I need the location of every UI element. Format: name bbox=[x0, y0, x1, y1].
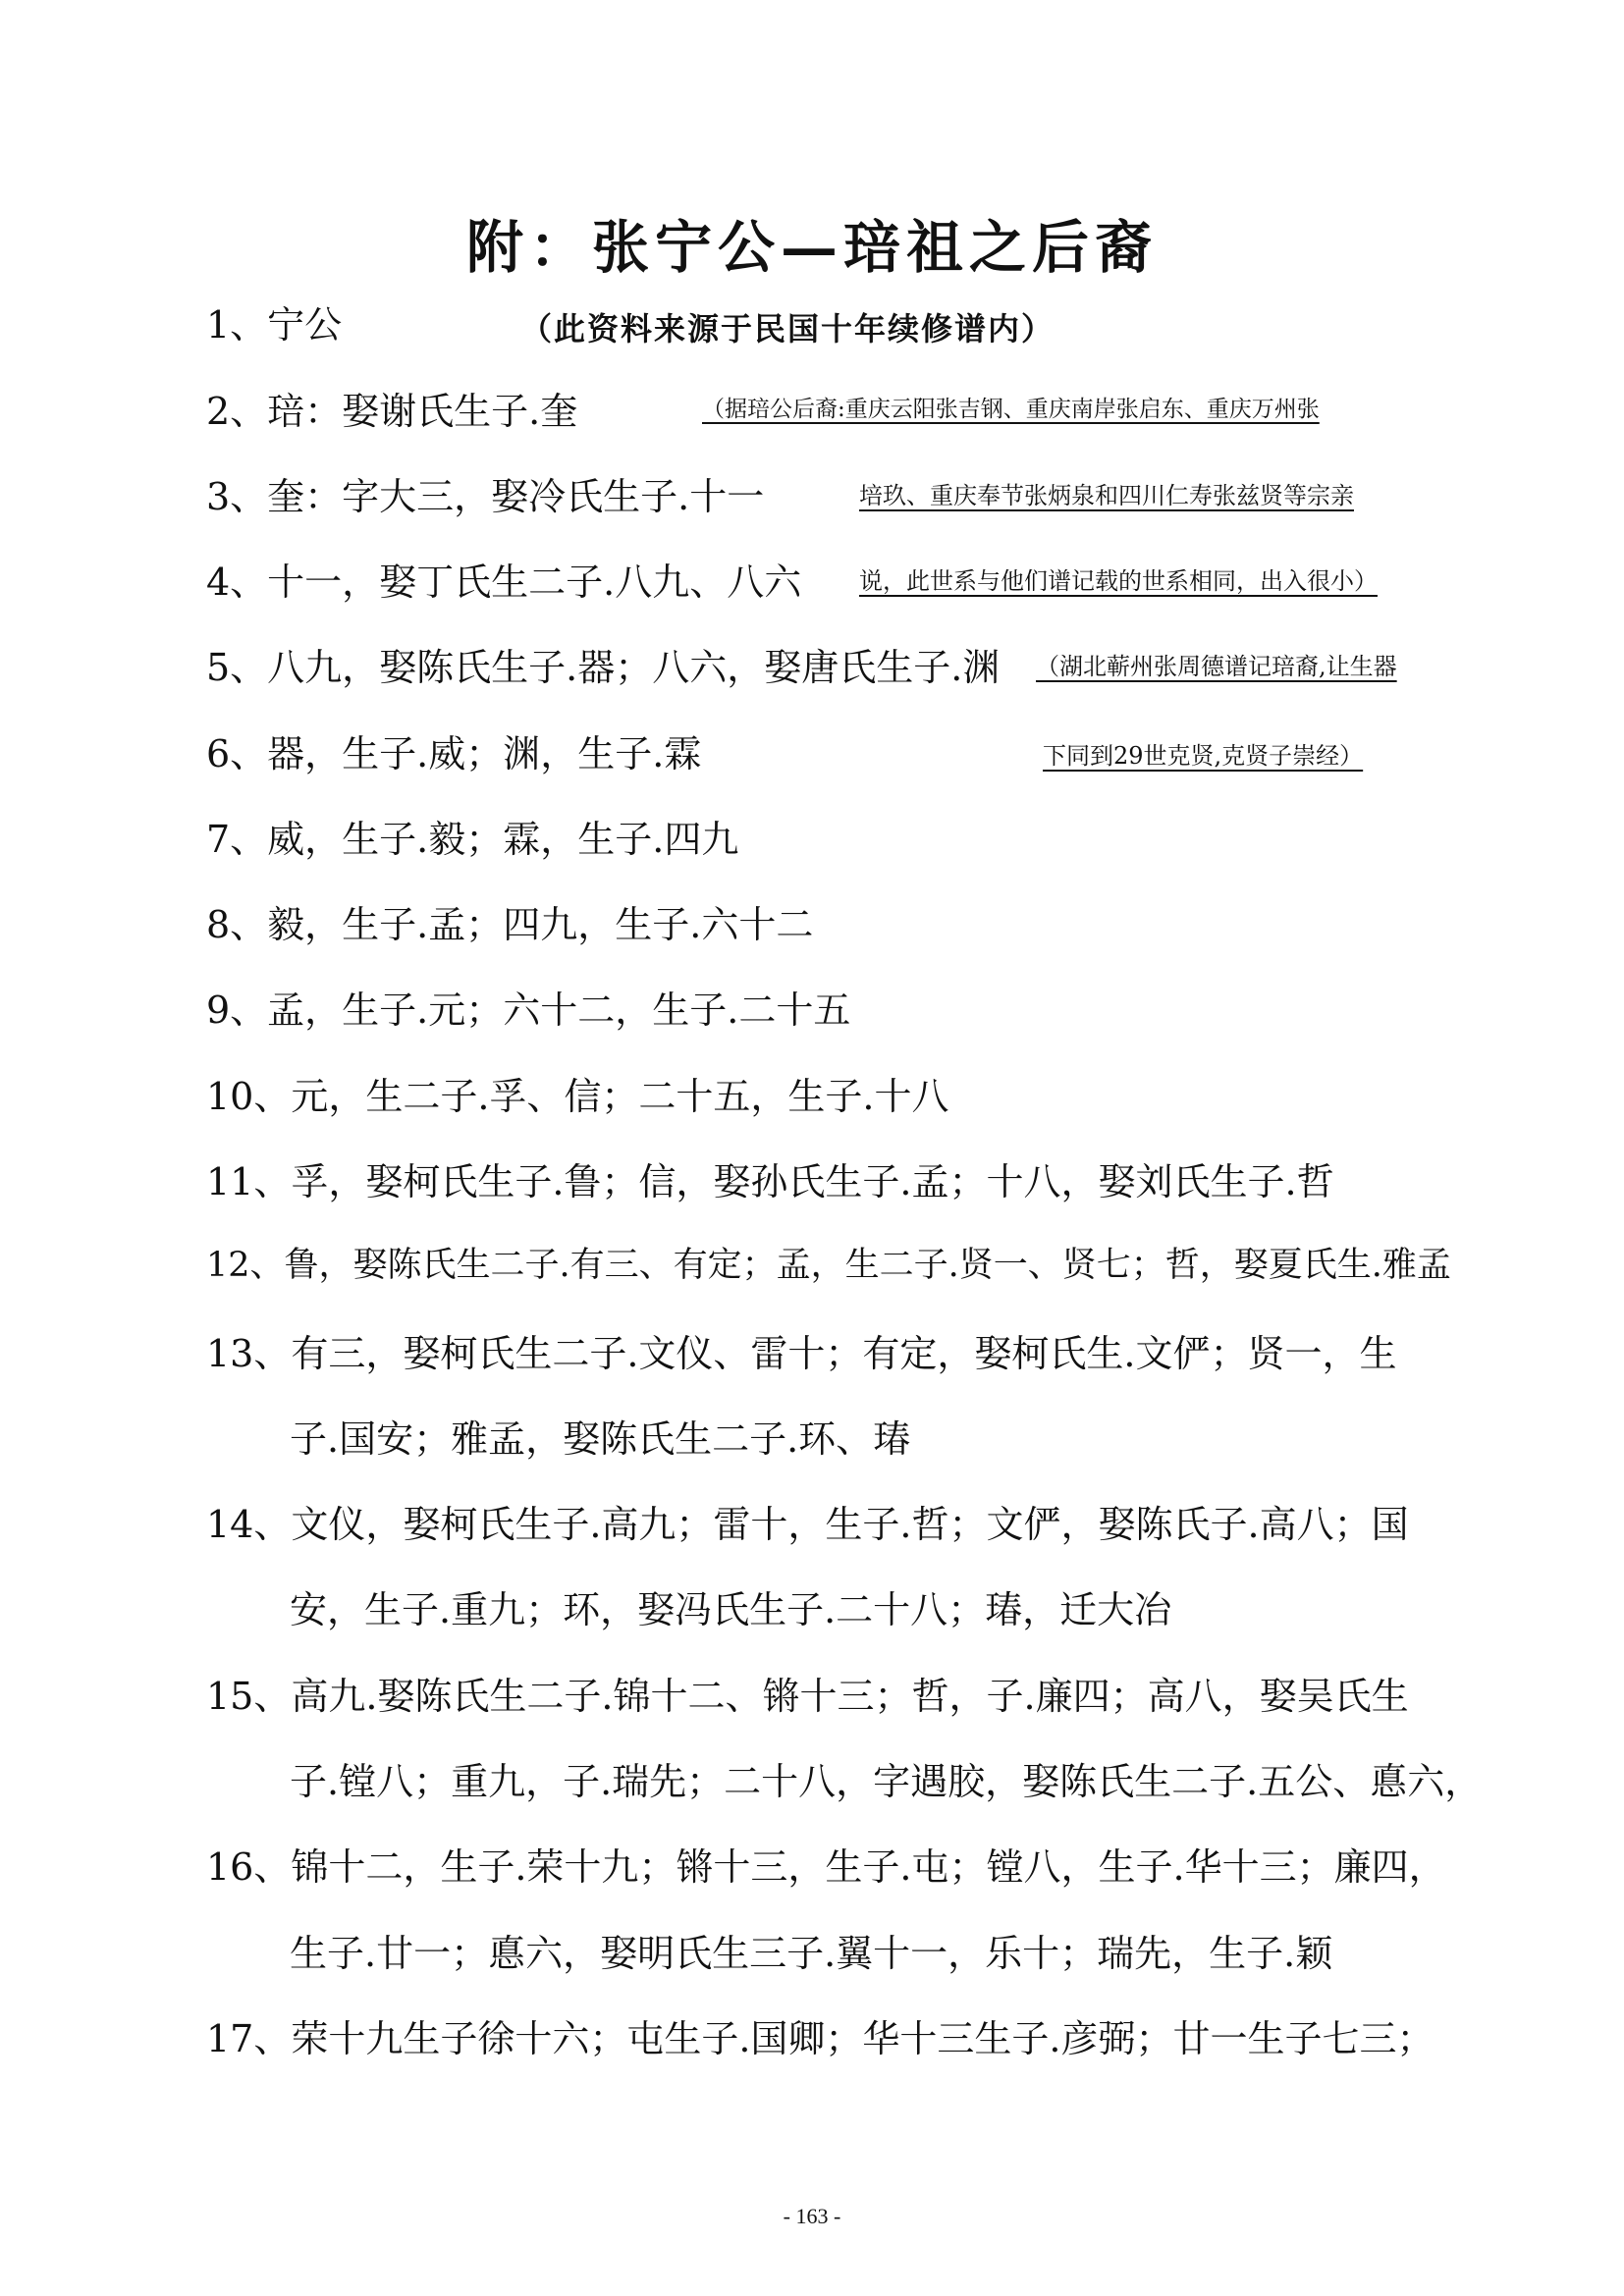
genealogy-line-13-cont: 子.国安；雅孟，娶陈氏生二子.环、瑃 bbox=[290, 1417, 911, 1461]
genealogy-line-11: 11、孚，娶柯氏生子.鲁；信，娶孙氏生子.孟；十八，娶刘氏生子.哲 bbox=[206, 1160, 1334, 1203]
genealogy-line-16-cont: 生子.廿一；悳六，娶明氏生三子.翼十一，乐十；瑞先，生子.颖 bbox=[290, 1932, 1333, 1975]
genealogy-line-16: 16、锦十二，生子.荣十九；锵十三，生子.屯；镗八，生子.华十三；廉四， bbox=[206, 1845, 1446, 1889]
genealogy-line-14-cont: 安，生子.重九；环，娶冯氏生子.二十八；瑃，迁大冶 bbox=[290, 1588, 1172, 1631]
genealogy-line-15-cont: 子.镗八；重九，子.瑞先；二十八，字遇胶，娶陈氏生二子.五公、悳六， bbox=[290, 1760, 1483, 1803]
source-note: （此资料来源于民国十年续修谱内） bbox=[520, 310, 1056, 347]
genealogy-line-5: 5、八九，娶陈氏生子.器；八六，娶唐氏生子.渊 bbox=[206, 646, 1001, 689]
side-note-5: 下同到29世克贤,克贤子崇经） bbox=[1043, 742, 1364, 770]
genealogy-line-6: 6、器，生子.威；渊，生子.霖 bbox=[206, 732, 702, 775]
genealogy-line-9: 9、孟，生子.元；六十二，生子.二十五 bbox=[206, 988, 851, 1032]
genealogy-line-7: 7、威，生子.毅；霖，生子.四九 bbox=[206, 818, 739, 861]
side-note-4: （湖北蕲州张周德谱记琣裔,让生器 bbox=[1036, 653, 1397, 680]
page-title: 附：张宁公—琣祖之后裔 bbox=[465, 214, 1158, 281]
genealogy-line-10: 10、元，生二子.孚、信；二十五，生子.十八 bbox=[206, 1075, 949, 1118]
side-note-1: （据琣公后裔:重庆云阳张吉钢、重庆南岸张启东、重庆万州张 bbox=[702, 397, 1320, 422]
genealogy-line-17: 17、荣十九生子徐十六；屯生子.国卿；华十三生子.彦弼；廿一生子七三； bbox=[206, 2017, 1435, 2060]
genealogy-line-14: 14、文仪，娶柯氏生子.高九；雷十，生子.哲；文俨，娶陈氏子.高八；国 bbox=[206, 1503, 1409, 1546]
genealogy-line-4: 4、十一，娶丁氏生二子.八九、八六 bbox=[206, 561, 802, 604]
genealogy-line-13: 13、有三，娶柯氏生二子.文仪、雷十；有定，娶柯氏生.文俨；贤一，生 bbox=[206, 1332, 1397, 1375]
genealogy-line-15: 15、高九.娶陈氏生二子.锦十二、锵十三；哲，子.廉四；高八，娶吴氏生 bbox=[206, 1675, 1409, 1718]
page-number: - 163 - bbox=[783, 2204, 841, 2228]
genealogy-line-1: 1、宁公 bbox=[206, 303, 343, 347]
genealogy-line-2: 2、琣：娶谢氏生子.奎 bbox=[206, 390, 578, 433]
genealogy-line-8: 8、毅，生子.孟；四九，生子.六十二 bbox=[206, 903, 814, 946]
genealogy-line-12: 12、鲁，娶陈氏生二子.有三、有定；孟，生二子.贤一、贤七；哲，娶夏氏生.雅孟 bbox=[206, 1246, 1451, 1285]
genealogy-line-3: 3、奎：字大三，娶冷氏生子.十一 bbox=[206, 475, 765, 518]
side-note-3: 说，此世系与他们谱记载的世系相同，出入很小） bbox=[859, 567, 1378, 595]
side-note-2: 培玖、重庆奉节张炳泉和四川仁寿张兹贤等宗亲 bbox=[859, 482, 1354, 509]
